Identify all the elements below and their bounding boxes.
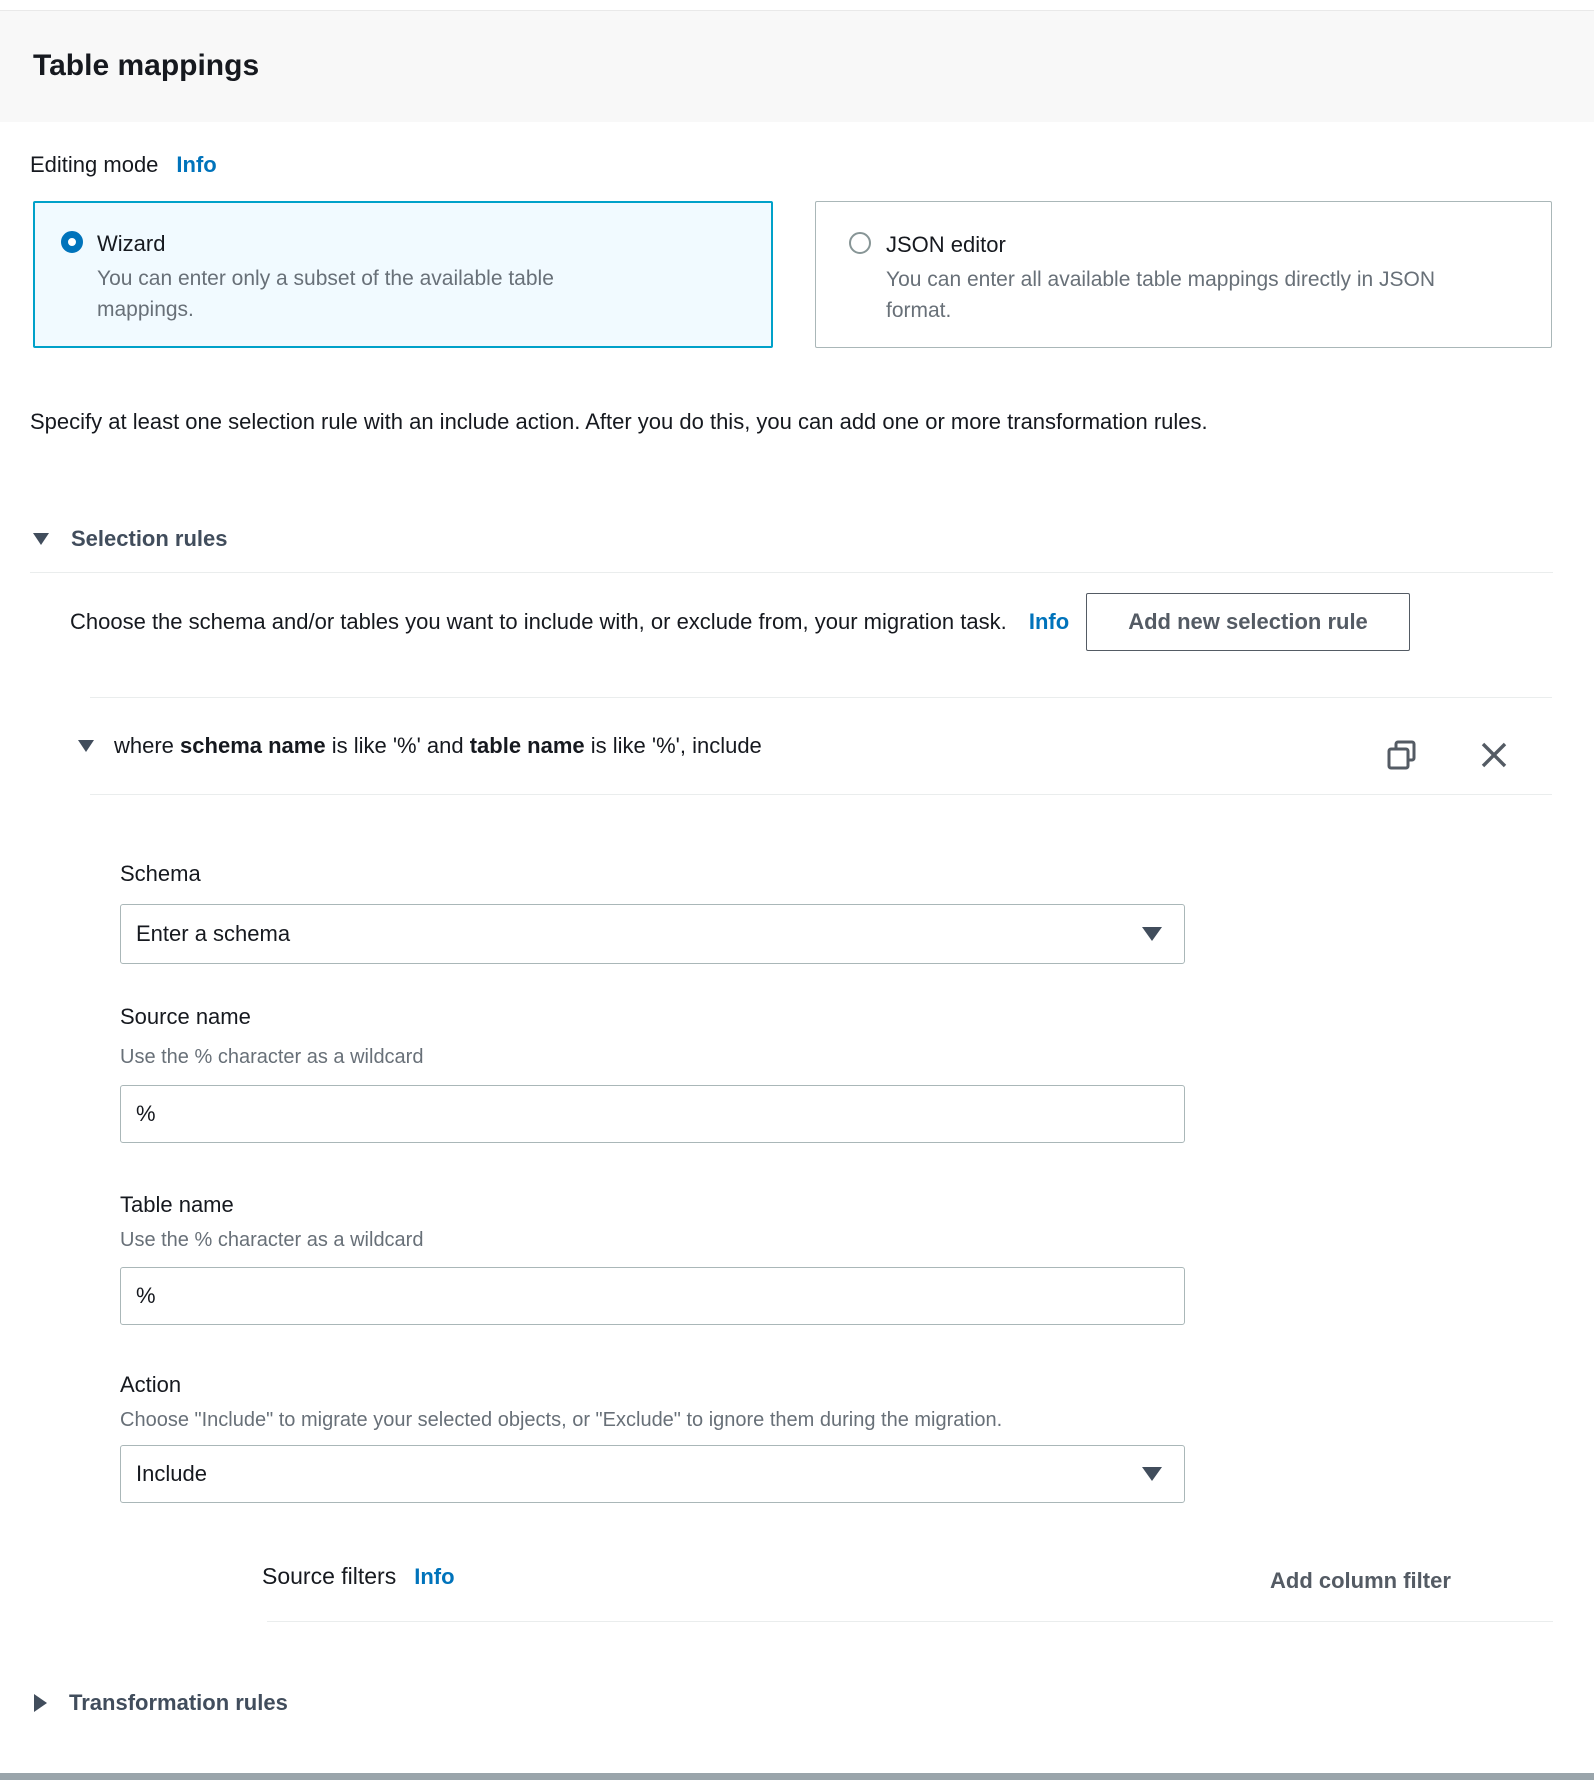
rule-summary-end: is like '%', include (584, 733, 762, 758)
action-label: Action (120, 1372, 182, 1397)
divider (30, 572, 1553, 573)
selection-rules-description (70, 600, 1090, 643)
wizard-option-title: Wizard (97, 231, 166, 256)
editing-mode-option-json-editor[interactable] (815, 201, 1552, 348)
table-name-label: Table name (120, 1192, 234, 1217)
table-name-input[interactable] (120, 1267, 1185, 1325)
schema-select[interactable] (120, 904, 1185, 964)
divider (90, 697, 1552, 698)
intro-text: Specify at least one selection rule with an include action. After you do this, you can add one or more transformation rules. (30, 409, 1208, 434)
chevron-down-icon (1142, 927, 1162, 941)
add-selection-rule-button[interactable] (1086, 593, 1410, 651)
selection-rules-header[interactable] (33, 526, 228, 552)
panel-header (0, 10, 1594, 122)
transformation-rules-title: Transformation rules (69, 1690, 288, 1715)
json-editor-option-description: You can enter all available table mappings directly in JSON format. (886, 268, 1436, 322)
editing-mode-info-link[interactable]: Info (176, 152, 217, 177)
copy-icon (1384, 737, 1420, 773)
schema-select-value: Enter a schema (136, 921, 291, 946)
selection-rules-title: Selection rules (71, 526, 228, 551)
editing-mode-label: Editing mode (30, 152, 159, 177)
close-icon (1478, 739, 1510, 771)
selection-rules-info-link[interactable]: Info (1028, 609, 1070, 634)
duplicate-rule-button[interactable] (1384, 737, 1420, 778)
expand-caret-icon (34, 1694, 47, 1712)
add-selection-rule-button-label: Add new selection rule (1128, 609, 1368, 634)
rule-summary-middle: is like '%' and (325, 733, 470, 758)
divider (90, 794, 1552, 795)
source-filters-info-link[interactable]: Info (414, 1564, 455, 1589)
rule-summary-where: where (114, 733, 181, 758)
source-name-input[interactable] (120, 1085, 1185, 1143)
wizard-option-description: You can enter only a subset of the available table mappings. (97, 267, 554, 321)
chevron-down-icon (1142, 1467, 1162, 1481)
editing-mode-row (30, 152, 217, 178)
json-editor-option-title: JSON editor (886, 232, 1006, 257)
wizard-radio[interactable] (61, 231, 83, 253)
source-filters-row (262, 1563, 455, 1590)
bottom-scrollbar[interactable] (0, 1773, 1594, 1780)
page-title: Table mappings (33, 49, 260, 82)
rule-header[interactable] (78, 733, 762, 759)
source-filters-label: Source filters (262, 1563, 397, 1589)
rule-summary-schema-field: schema name (180, 733, 326, 758)
collapse-caret-icon (33, 533, 49, 545)
table-name-helper: Use the % character as a wildcard (120, 1229, 424, 1251)
rule-collapse-caret-icon (78, 740, 94, 752)
action-helper: Choose "Include" to migrate your selected objects, or "Exclude" to ignore them during the migration. (120, 1409, 1003, 1431)
source-name-label: Source name (120, 1004, 251, 1029)
add-column-filter-button[interactable]: Add column filter (1270, 1568, 1451, 1593)
editing-mode-option-wizard[interactable] (33, 201, 773, 348)
divider (267, 1621, 1553, 1622)
rule-summary (114, 733, 762, 759)
action-select-value: Include (136, 1461, 207, 1486)
rule-summary-table-field: table name (469, 733, 585, 758)
remove-rule-button[interactable] (1478, 739, 1510, 776)
action-select[interactable] (120, 1445, 1185, 1503)
schema-label: Schema (120, 861, 201, 886)
transformation-rules-header[interactable] (34, 1690, 288, 1716)
source-name-helper: Use the % character as a wildcard (120, 1046, 424, 1068)
json-editor-radio[interactable] (849, 232, 871, 254)
selection-rules-description-text: Choose the schema and/or tables you want to include with, or exclude from, your migration task. (70, 609, 1007, 634)
